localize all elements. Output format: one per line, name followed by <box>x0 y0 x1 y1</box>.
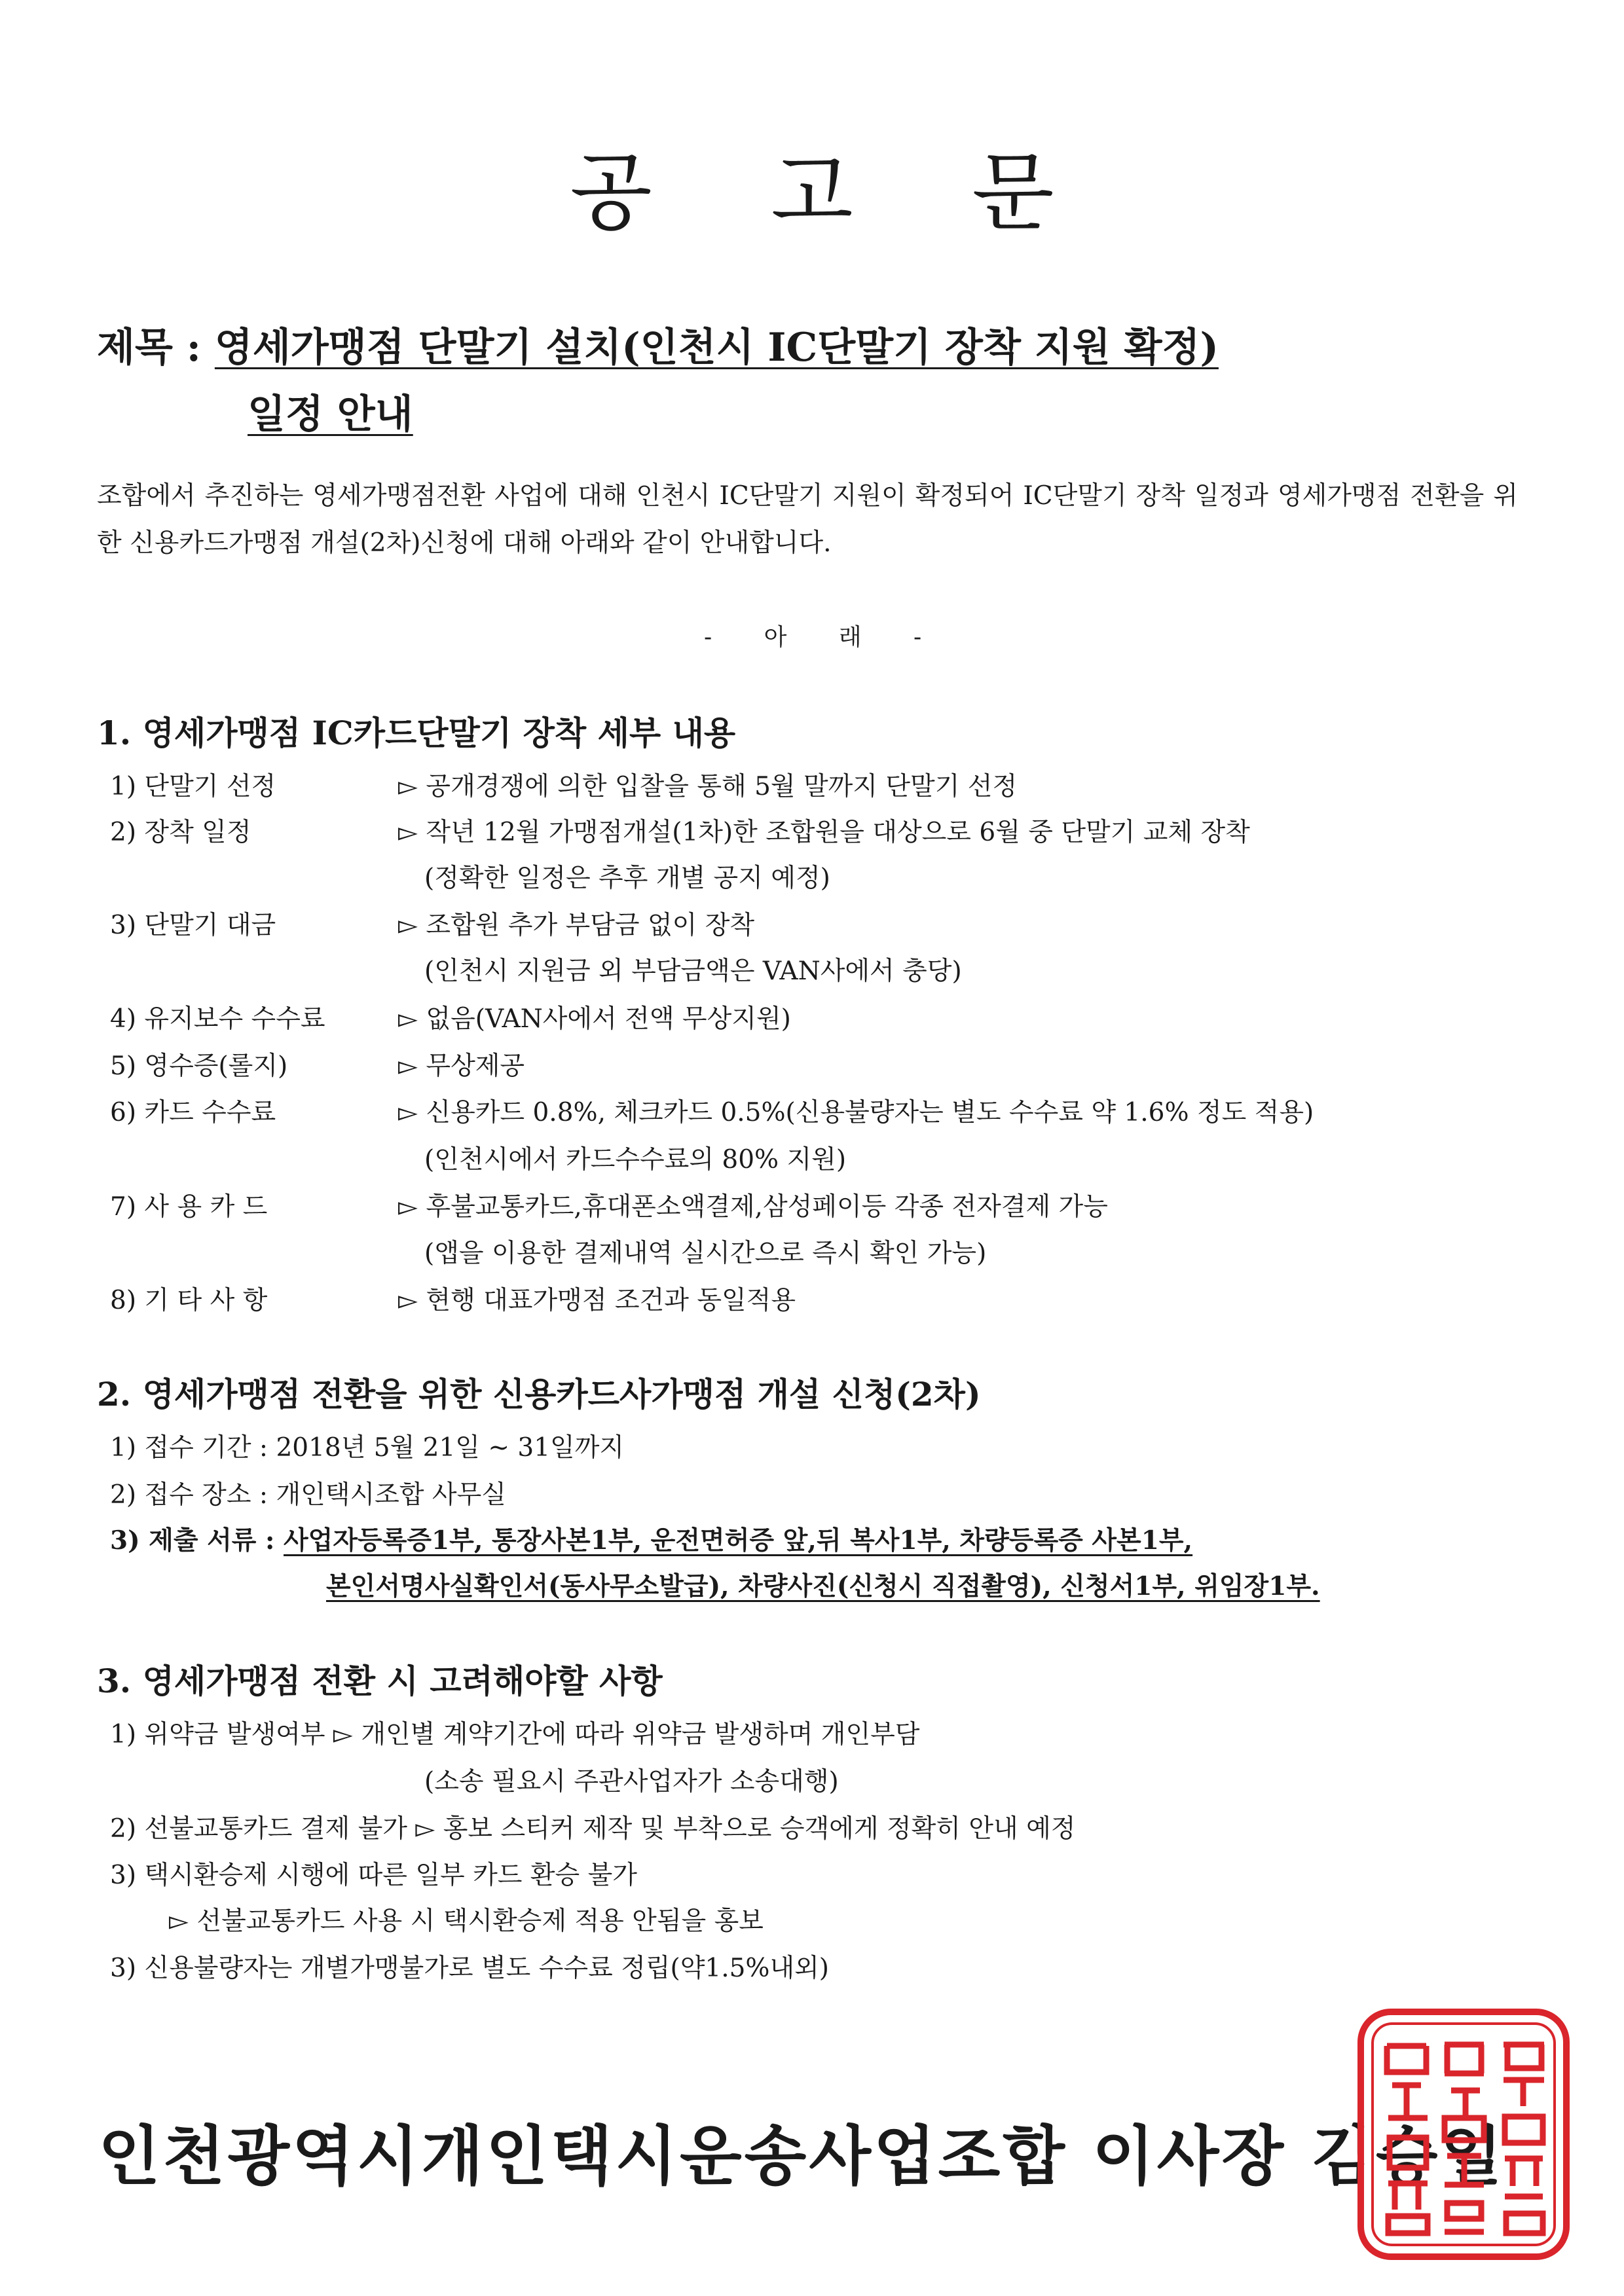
penalty-item: 1) 위약금 발생여부 ▻ 개인별 계약기간에 따라 위약금 발생하며 개인부담 <box>110 1720 920 1749</box>
item-label: 8) 기 타 사 항 <box>110 1286 268 1315</box>
item-note: (인천시 지원금 외 부담금액은 VAN사에서 충당) <box>424 957 962 986</box>
prepaid-card-item: 2) 선불교통카드 결제 불가 ▻ 홍보 스티커 제작 및 부착으로 승객에게 정확히 안내 예정 <box>110 1814 1076 1844</box>
item-label: 4) 유지보수 수수료 <box>110 1004 325 1034</box>
item-label: 3) 단말기 대금 <box>110 911 276 940</box>
item-value: ▻ 공개경쟁에 의한 입찰을 통해 5월 말까지 단말기 선정 <box>398 772 1018 801</box>
item-value: ▻ 무상제공 <box>398 1051 525 1081</box>
intro-paragraph: 조합에서 추진하는 영세가맹점전환 사업에 대해 인천시 IC단말기 지원이 확정되어 IC단말기 장착 일정과 영세가맹점 전환을 위한 신용카드가맹점 개설(2차)신청에 대해 아래와 같이 안내합니다. <box>97 481 1518 558</box>
item-note: (정확한 일정은 추후 개별 공지 예정) <box>424 864 830 893</box>
subject-prefix: 제목 : <box>97 325 201 371</box>
document-title: 공 고 문 <box>570 143 1100 242</box>
item-label: 1) 단말기 선정 <box>110 772 276 801</box>
seal-graphic <box>1356 2007 1572 2262</box>
section-3-heading: 3. 영세가맹점 전환 시 고려해야할 사항 <box>97 1662 663 1700</box>
subject-block <box>97 314 1219 437</box>
transfer-item: 3) 택시환승제 시행에 따른 일부 카드 환승 불가 <box>110 1861 637 1890</box>
item-value: ▻ 없음(VAN사에서 전액 무상지원) <box>398 1004 791 1034</box>
item-label: 6) 카드 수수료 <box>110 1098 276 1127</box>
required-documents-line-2: 본인서명사실확인서(동사무소발급), 차량사진(신청시 직접촬영), 신청서1부, 위임장1부. <box>326 1571 1320 1601</box>
item-label: 2) 장착 일정 <box>110 818 251 847</box>
item-label: 5) 영수증(롤지) <box>110 1051 288 1081</box>
credit-item: 3) 신용불량자는 개별가맹불가로 별도 수수료 정립(약1.5%내외) <box>110 1954 830 1983</box>
signatory: 인천광역시개인택시운송사업조합 이사장 김승일 <box>98 2119 1505 2194</box>
application-period: 1) 접수 기간 : 2018년 5월 21일 ~ 31일까지 <box>110 1433 625 1463</box>
item-note: (앱을 이용한 결제내역 실시간으로 즉시 확인 가능) <box>424 1239 987 1268</box>
item-label: 7) 사 용 카 드 <box>110 1192 268 1222</box>
application-place: 2) 접수 장소 : 개인택시조합 사무실 <box>110 1480 506 1510</box>
item-value: ▻ 작년 12월 가맹점개설(1차)한 조합원을 대상으로 6월 중 단말기 교체 장착 <box>398 818 1250 847</box>
transfer-note: ▻ 선불교통카드 사용 시 택시환승제 적용 안됨을 홍보 <box>169 1906 764 1936</box>
required-documents-label: 3) 제출 서류 : <box>110 1525 275 1556</box>
section-2-heading: 2. 영세가맹점 전환을 위한 신용카드사가맹점 개설 신청(2차) <box>97 1375 981 1413</box>
item-value: ▻ 현행 대표가맹점 조건과 동일적용 <box>398 1286 796 1315</box>
penalty-note: (소송 필요시 주관사업자가 소송대행) <box>424 1767 839 1796</box>
item-value: ▻ 조합원 추가 부담금 없이 장착 <box>398 911 755 940</box>
required-documents-line-1: 사업자등록증1부, 통장사본1부, 운전면허증 앞,뒤 복사1부, 차량등록증 사본1부, <box>284 1525 1193 1556</box>
official-seal <box>1356 2007 1572 2262</box>
section-1-heading: 1. 영세가맹점 IC카드단말기 장착 세부 내용 <box>97 714 736 752</box>
item-note: (인천시에서 카드수수료의 80% 지원) <box>424 1145 847 1175</box>
required-documents <box>110 1520 1192 1557</box>
section-divider-label: - 아 래 - <box>704 624 925 651</box>
item-value: ▻ 후불교통카드,휴대폰소액결제,삼성페이등 각종 전자결제 가능 <box>398 1192 1108 1222</box>
subject-line-1: 영세가맹점 단말기 설치(인천시 IC단말기 장착 지원 확정) <box>214 325 1219 371</box>
item-value: ▻ 신용카드 0.8%, 체크카드 0.5%(신용불량자는 별도 수수료 약 1.6% 정도 적용) <box>398 1098 1314 1127</box>
subject-line-2: 일정 안내 <box>248 392 413 437</box>
